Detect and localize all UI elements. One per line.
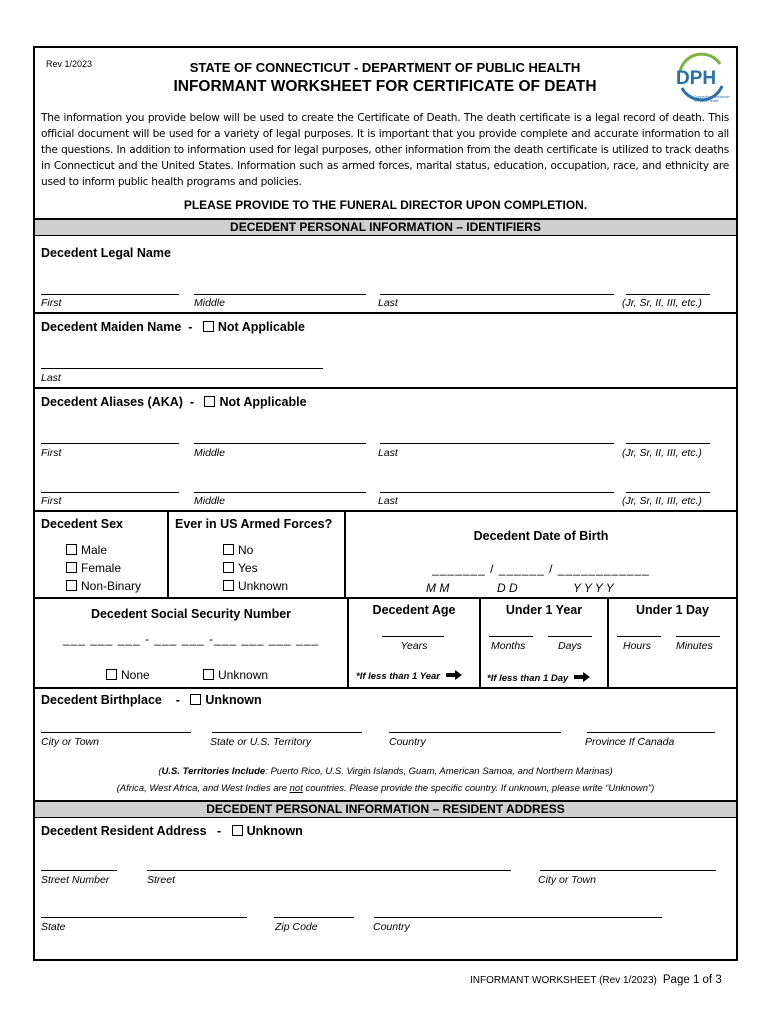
legal-name-label: Decedent Legal Name — [41, 246, 171, 260]
armed-option-unknown[interactable]: Unknown — [223, 579, 288, 593]
address-city-caption: City or Town — [538, 874, 596, 886]
maiden-na-checkbox[interactable] — [203, 321, 214, 332]
birth-country-caption: Country — [389, 736, 426, 748]
revision-label: Rev 1/2023 — [46, 59, 93, 69]
alias2-last-field[interactable] — [380, 492, 614, 493]
zip-caption: Zip Code — [275, 921, 318, 933]
maiden-last-caption: Last — [41, 372, 61, 384]
alias1-last-field[interactable] — [380, 443, 614, 444]
if-less-day-note: *If less than 1 Day — [487, 672, 590, 684]
address-unknown-label: Unknown — [246, 824, 303, 838]
alias2-suffix-caption: (Jr, Sr, II, III, etc.) — [622, 495, 702, 507]
under-day-label: Under 1 Day — [636, 603, 709, 617]
divider — [35, 387, 736, 389]
legal-first-field[interactable] — [41, 294, 179, 295]
armed-no-checkbox[interactable] — [223, 544, 234, 555]
divider — [35, 510, 736, 512]
page-footer — [470, 974, 722, 986]
logo-text: DPH — [676, 68, 717, 89]
birthplace-unknown-label: Unknown — [205, 693, 262, 707]
armed-forces-label: Ever in US Armed Forces? — [175, 517, 333, 531]
age-months-caption: Months — [491, 640, 526, 652]
ssn-none-checkbox[interactable] — [106, 669, 117, 680]
section-identifiers: DECEDENT PERSONAL INFORMATION – IDENTIFIERS — [35, 218, 736, 236]
arrow-right-icon — [574, 672, 590, 682]
ssn-none-option[interactable]: None — [106, 668, 150, 682]
armed-option-no[interactable]: No — [223, 543, 253, 557]
resident-address-label: Decedent Resident Address - Unknown — [41, 824, 303, 838]
legal-last-caption: Last — [378, 297, 398, 309]
legal-middle-caption: Middle — [194, 297, 225, 309]
street-number-caption: Street Number — [41, 874, 110, 886]
age-label: Decedent Age — [372, 603, 456, 617]
age-years-field[interactable] — [382, 636, 444, 637]
section-resident-address: DECEDENT PERSONAL INFORMATION – RESIDENT ADDRESS — [35, 800, 736, 818]
alias1-suffix-field[interactable] — [626, 443, 710, 444]
dob-dd-caption: D D — [497, 581, 518, 595]
age-minutes-field[interactable] — [676, 636, 720, 637]
birth-province-caption: Province If Canada — [585, 736, 675, 748]
age-hours-caption: Hours — [623, 640, 652, 652]
maiden-na-label: Not Applicable — [217, 320, 305, 334]
dph-logo — [672, 50, 730, 106]
divider — [344, 511, 346, 598]
divider — [35, 687, 736, 689]
address-unknown-checkbox[interactable] — [232, 825, 243, 836]
africa-note: (Africa, West Africa, and West Indies are not countries. Please provide the specific country. If unknown, please write “Unknown”) — [116, 783, 655, 794]
alias1-last-caption: Last — [378, 447, 398, 459]
sex-nonbinary-checkbox[interactable] — [66, 580, 77, 591]
maiden-last-field[interactable] — [41, 368, 323, 369]
address-country-caption: Country — [373, 921, 410, 933]
birth-state-caption: State or U.S. Territory — [210, 736, 312, 748]
intro-paragraph: The information you provide below will be used to create the Certificate of Death. The death certificate is a legal record of death. This official document will be used for a variety of legal purposes. It is important that you provide complete and accurate information to all the questions. In addition to information used for legal purposes, other information from the death certificate is utilized to track deaths in Connecticut and the United States. Information such as armed forces, marital status, education, occupation, race, and ethnicity are used to inform public health programs and policies. — [41, 112, 729, 188]
birth-country-field[interactable] — [389, 732, 561, 733]
age-months-field[interactable] — [489, 636, 533, 637]
age-days-field[interactable] — [548, 636, 592, 637]
age-minutes-caption: Minutes — [676, 640, 713, 652]
sex-option-nonbinary[interactable]: Non-Binary — [66, 579, 141, 593]
armed-yes-checkbox[interactable] — [223, 562, 234, 573]
legal-first-caption: First — [41, 297, 62, 309]
street-caption: Street — [147, 874, 176, 886]
aliases-na-label: Not Applicable — [219, 395, 307, 409]
address-country-field[interactable] — [374, 917, 662, 918]
sex-option-male[interactable]: Male — [66, 543, 107, 557]
street-field[interactable] — [147, 870, 511, 871]
birth-state-field[interactable] — [212, 732, 362, 733]
maiden-name-label: Decedent Maiden Name - Not Applicable — [41, 320, 305, 334]
street-number-field[interactable] — [41, 870, 117, 871]
zip-field[interactable] — [274, 917, 354, 918]
alias2-suffix-field[interactable] — [626, 492, 710, 493]
birth-province-field[interactable] — [587, 732, 715, 733]
dob-label: Decedent Date of Birth — [473, 529, 609, 543]
birth-city-caption: City or Town — [41, 736, 99, 748]
divider — [35, 597, 736, 599]
address-city-field[interactable] — [540, 870, 716, 871]
under-year-label: Under 1 Year — [505, 603, 583, 617]
aliases-label: Decedent Aliases (AKA) - Not Applicable — [41, 395, 307, 409]
ssn-field[interactable]: ___ ___ ___ - ___ ___ -___ ___ ___ ___ — [62, 632, 320, 646]
alias2-first-field[interactable] — [41, 492, 179, 493]
alias2-middle-caption: Middle — [194, 495, 225, 507]
aliases-na-checkbox[interactable] — [204, 396, 215, 407]
armed-option-yes[interactable]: Yes — [223, 561, 258, 575]
legal-middle-field[interactable] — [194, 294, 366, 295]
dob-field[interactable]: _______ / ______ / ____________ — [432, 562, 650, 576]
legal-suffix-caption: (Jr, Sr, II, III, etc.) — [622, 297, 702, 309]
armed-unknown-checkbox[interactable] — [223, 580, 234, 591]
divider — [167, 511, 169, 598]
territories-note: (U.S. Territories Include: Puerto Rico, U.S. Virgin Islands, Guam, American Samoa, and Northern Marinas) — [158, 766, 613, 777]
birthplace-unknown-checkbox[interactable] — [190, 694, 201, 705]
birth-city-field[interactable] — [41, 732, 191, 733]
footer-form-id: INFORMANT WORKSHEET (Rev 1/2023) — [470, 975, 657, 986]
sex-label: Decedent Sex — [41, 517, 123, 531]
ssn-unknown-checkbox[interactable] — [203, 669, 214, 680]
arrow-right-icon — [446, 670, 462, 680]
legal-suffix-field[interactable] — [626, 294, 710, 295]
divider — [35, 312, 736, 314]
footer-page-number: Page 1 of 3 — [662, 974, 722, 986]
alias1-suffix-caption: (Jr, Sr, II, III, etc.) — [622, 447, 702, 459]
age-years-caption: Years — [400, 640, 428, 652]
alias2-middle-field[interactable] — [194, 492, 366, 493]
alias1-first-field[interactable] — [41, 443, 179, 444]
address-state-caption: State — [41, 921, 66, 933]
dob-mm-caption: M M — [426, 581, 450, 595]
form-title: INFORMANT WORKSHEET FOR CERTIFICATE OF DEATH — [173, 78, 597, 95]
alias1-middle-field[interactable] — [194, 443, 366, 444]
if-less-year-note: *If less than 1 Year — [356, 670, 462, 682]
svg-text:Connecticut Department: Connecticut Department — [694, 95, 730, 99]
sex-female-checkbox[interactable] — [66, 562, 77, 573]
alias1-first-caption: First — [41, 447, 62, 459]
ssn-unknown-option[interactable]: Unknown — [203, 668, 268, 682]
svg-text:of Public Health: of Public Health — [694, 99, 719, 103]
dob-yyyy-caption: Y Y Y Y — [573, 581, 614, 595]
ssn-label: Decedent Social Security Number — [90, 607, 292, 621]
alias2-last-caption: Last — [378, 495, 398, 507]
legal-last-field[interactable] — [380, 294, 614, 295]
age-days-caption: Days — [558, 640, 582, 652]
agency-title: STATE OF CONNECTICUT - DEPARTMENT OF PUBLIC HEALTH — [189, 60, 581, 75]
sex-male-checkbox[interactable] — [66, 544, 77, 555]
provide-note: PLEASE PROVIDE TO THE FUNERAL DIRECTOR UPON COMPLETION. — [183, 198, 588, 212]
age-hours-field[interactable] — [617, 636, 661, 637]
address-state-field[interactable] — [41, 917, 247, 918]
alias2-first-caption: First — [41, 495, 62, 507]
birthplace-label: Decedent Birthplace - Unknown — [41, 693, 262, 707]
alias1-middle-caption: Middle — [194, 447, 225, 459]
sex-option-female[interactable]: Female — [66, 561, 121, 575]
